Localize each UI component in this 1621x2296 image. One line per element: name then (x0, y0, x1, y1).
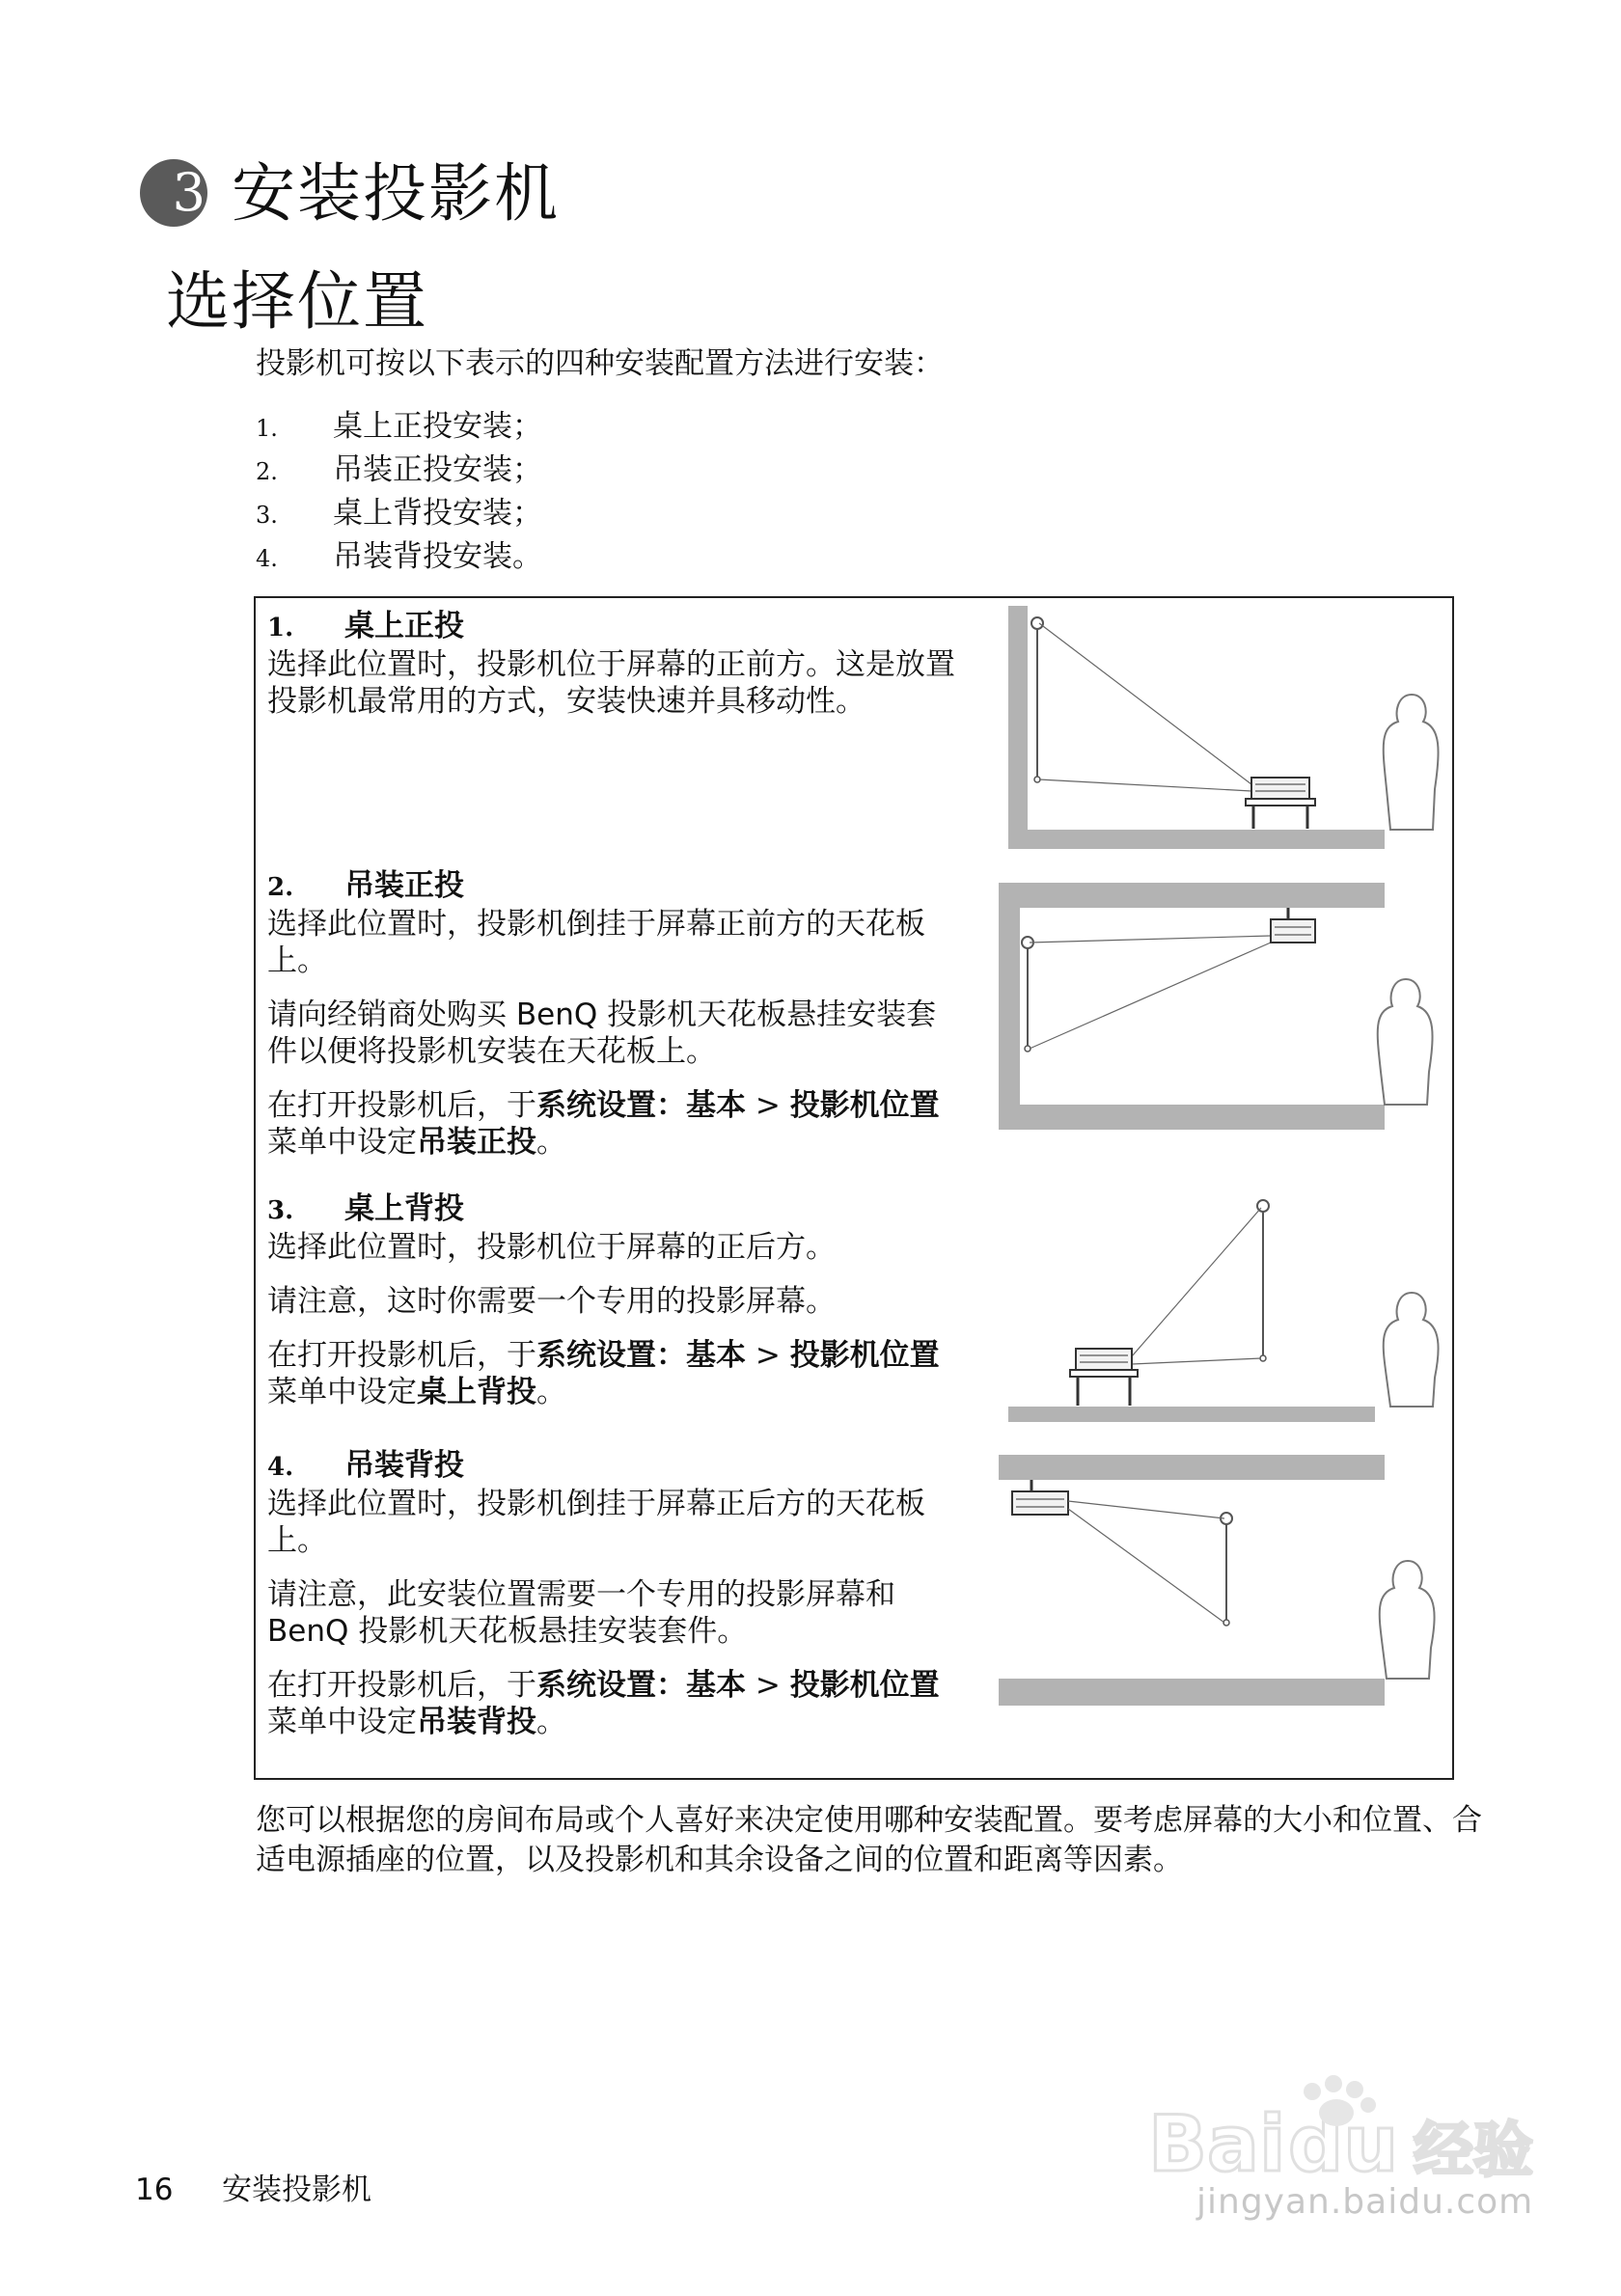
option-menu-instruction: 在打开投影机后，于系统设置：基本 > 投影机位置菜单中设定吊装背投。 (267, 1668, 940, 1739)
list-item: 4. 吊装背投安装。 (256, 539, 542, 574)
footer-chapter-title: 安装投影机 (222, 2173, 371, 2207)
option-heading: 3. 桌上背投 (267, 1191, 464, 1226)
installation-list (256, 405, 542, 579)
list-item: 3. 桌上背投安装； (256, 496, 542, 531)
installation-options-box (254, 596, 1454, 1780)
watermark-url: jingyan.baidu.com (1196, 2182, 1534, 2222)
option-ceiling-rear (267, 1445, 962, 1758)
list-item: 1. 桌上正投安装； (256, 409, 542, 444)
option-menu-instruction: 在打开投影机后，于系统设置：基本 > 投影机位置菜单中设定桌上背投。 (267, 1338, 940, 1409)
ceiling-rear-illustration (999, 1455, 1452, 1744)
option-floor-front (267, 606, 962, 737)
chapter-title: 安装投影机 (232, 156, 560, 231)
option-note: 请向经销商处购买 BenQ 投影机天花板悬挂安装套件以便将投影机安装在天花板上。 (267, 998, 937, 1069)
svg-text:du: du (1288, 2099, 1399, 2189)
page-number: 16 (135, 2173, 174, 2207)
option-description: 选择此位置时，投影机位于屏幕的正前方。这是放置投影机最常用的方式，安装快速并具移动性。 (267, 647, 955, 719)
option-note: 请注意，此安装位置需要一个专用的投影屏幕和 BenQ 投影机天花板悬挂安装套件。 (267, 1577, 895, 1649)
option-floor-rear (267, 1189, 962, 1428)
ceiling-front-illustration (999, 883, 1452, 1134)
option-description: 选择此位置时，投影机倒挂于屏幕正前方的天花板上。 (267, 907, 925, 978)
option-note: 请注意，这时你需要一个专用的投影屏幕。 (267, 1284, 836, 1319)
option-heading: 4. 吊装背投 (267, 1448, 464, 1483)
option-ceiling-front (267, 865, 962, 1178)
option-heading: 1. 桌上正投 (267, 609, 464, 643)
section-title: 选择位置 (166, 264, 428, 339)
option-description: 选择此位置时，投影机位于屏幕的正后方。 (267, 1230, 836, 1265)
floor-front-illustration (1008, 606, 1452, 859)
option-description: 选择此位置时，投影机倒挂于屏幕正后方的天花板上。 (267, 1487, 925, 1558)
chapter-number-badge: 3 (140, 159, 207, 227)
floor-rear-illustration (1008, 1194, 1452, 1426)
option-menu-instruction: 在打开投影机后，于系统设置：基本 > 投影机位置菜单中设定吊装正投。 (267, 1088, 940, 1160)
list-item: 2. 吊装正投安装； (256, 452, 542, 487)
closing-paragraph: 您可以根据您的房间布局或个人喜好来决定使用哪种安装配置。要考虑屏幕的大小和位置、合适电源插座的位置，以及投影机和其余设备之间的位置和距离等因素。 (256, 1803, 1482, 1877)
svg-text:经验: 经验 (1414, 2115, 1534, 2185)
intro-text: 投影机可按以下表示的四种安装配置方法进行安装： (256, 346, 944, 381)
option-heading: 2. 吊装正投 (267, 868, 464, 903)
svg-text:Bai: Bai (1148, 2099, 1286, 2189)
